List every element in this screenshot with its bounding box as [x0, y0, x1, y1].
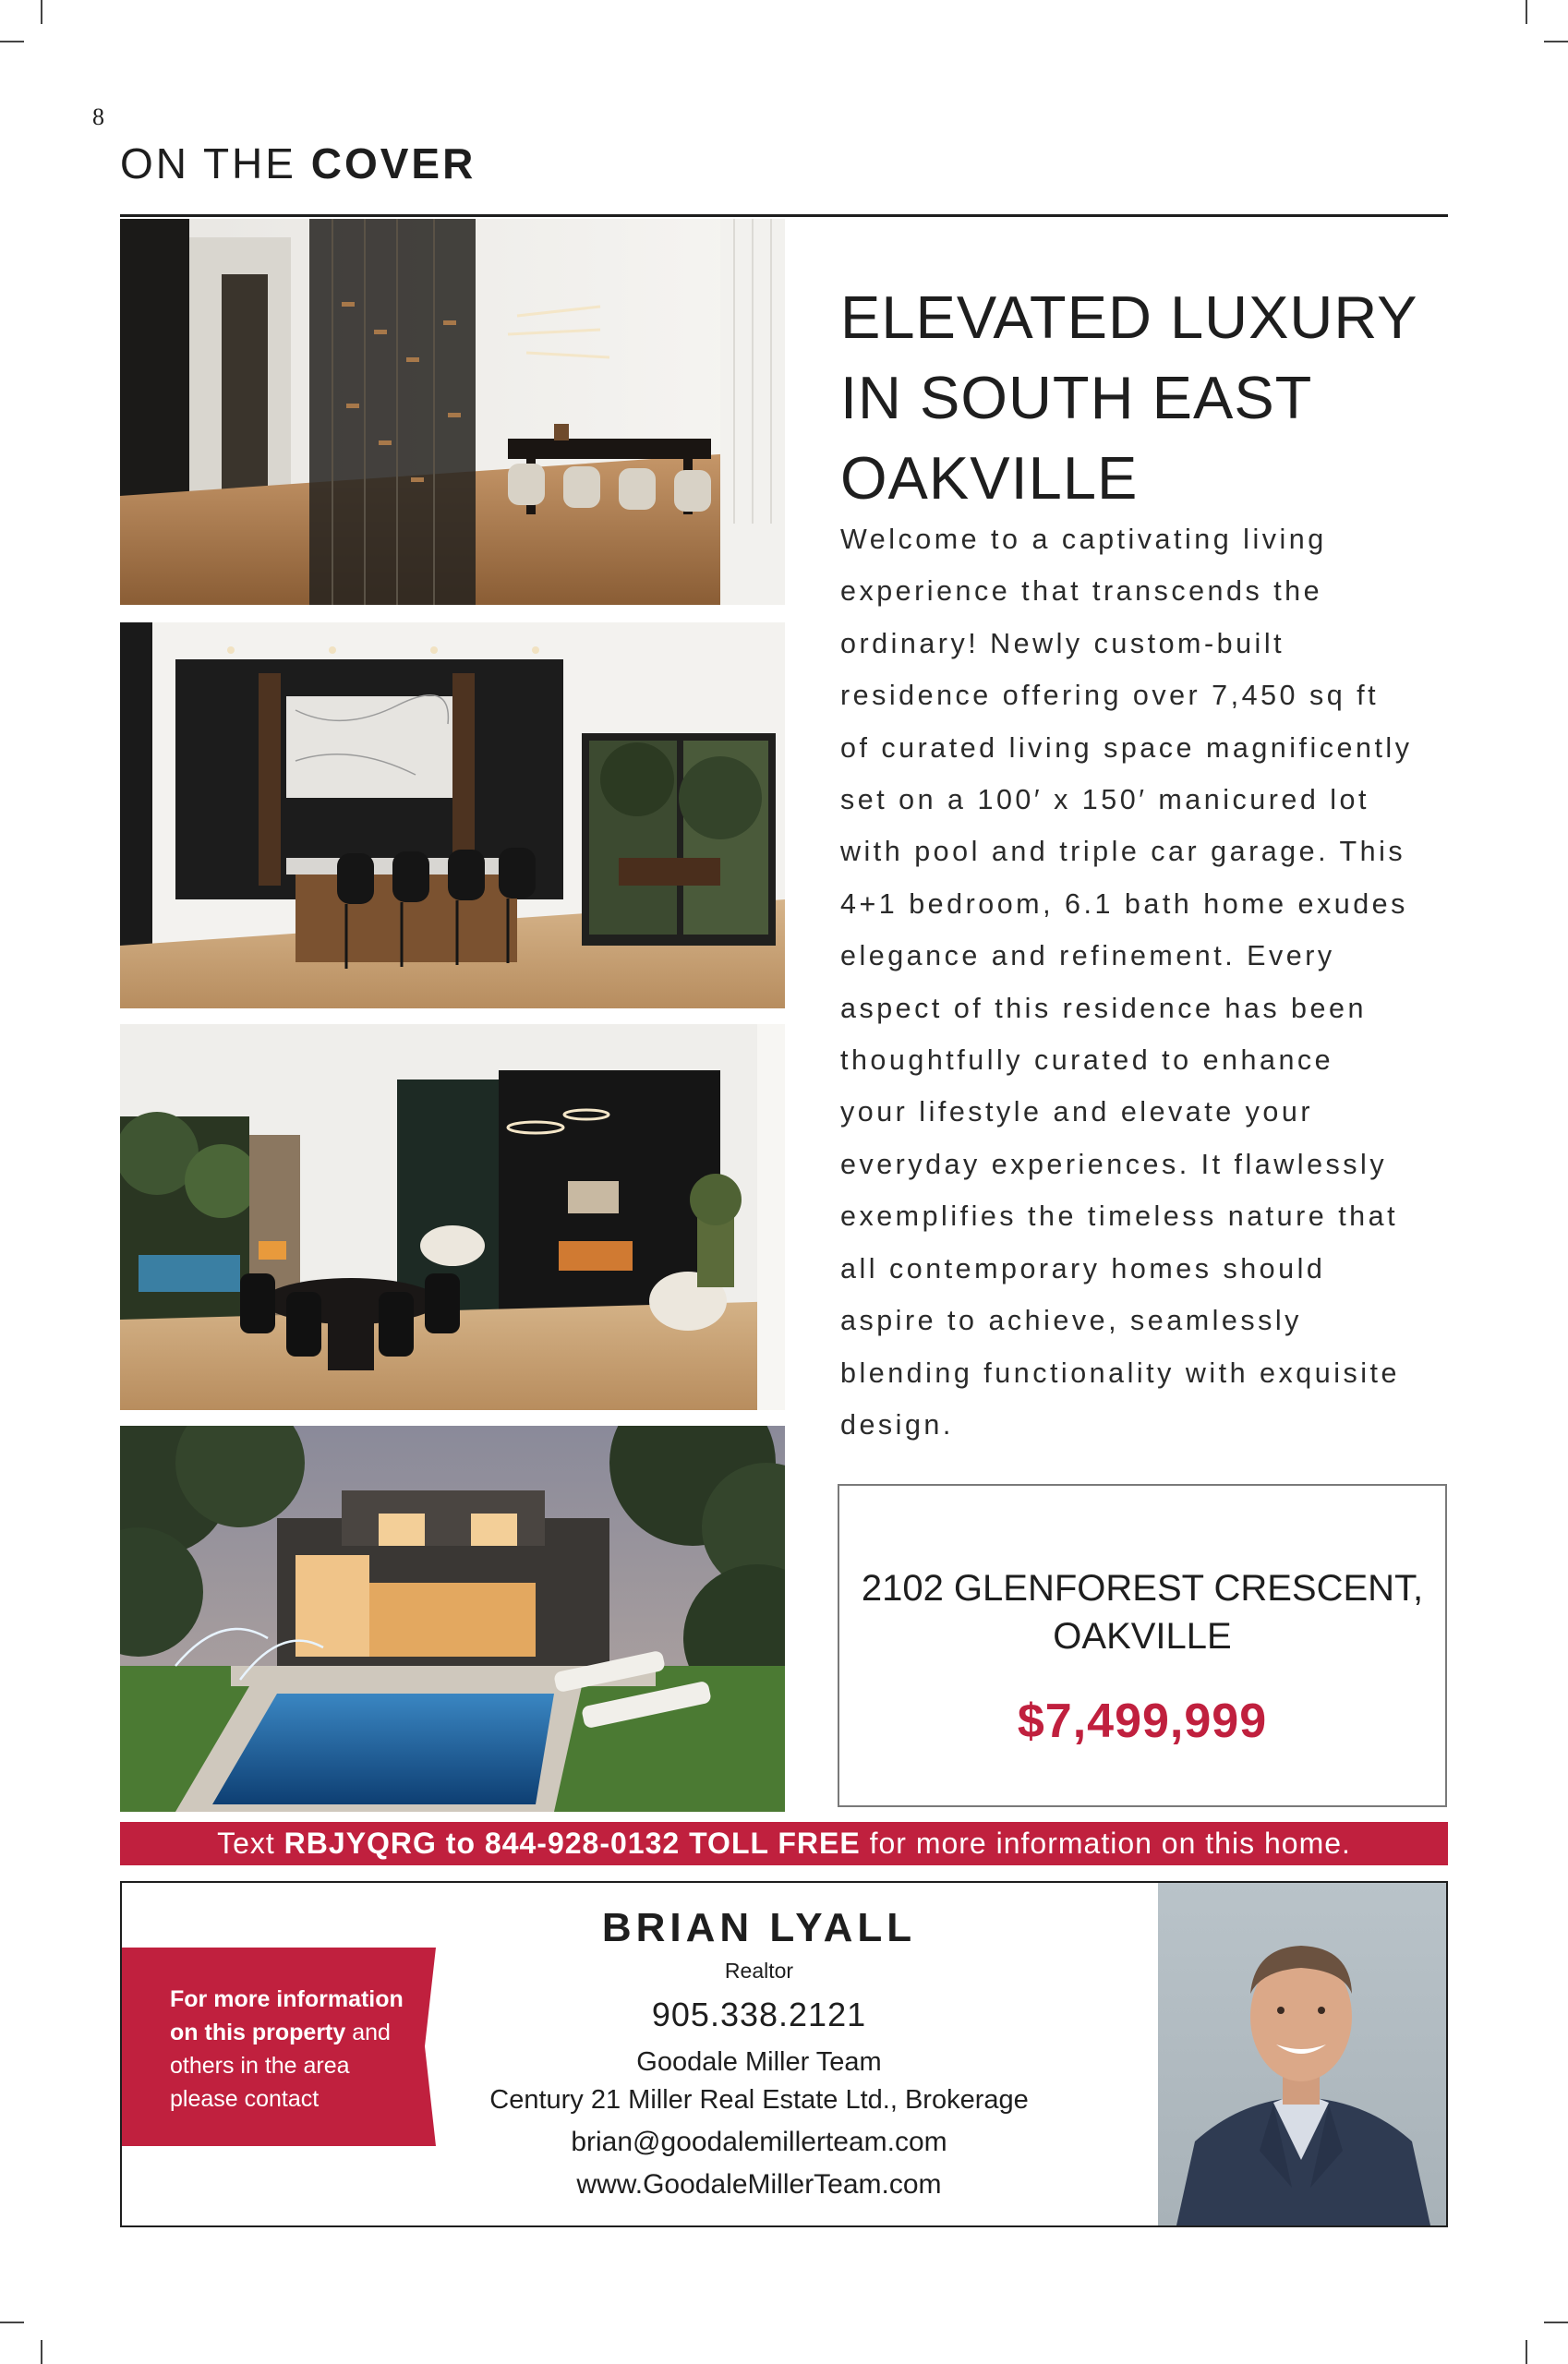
photo-dining-room — [120, 219, 785, 605]
article-body-line: elegance and refinement. Every — [840, 940, 1335, 972]
crop-mark — [1526, 0, 1527, 24]
article-body — [840, 513, 1450, 1451]
crop-mark — [41, 0, 42, 24]
banner-prefix: Text — [217, 1827, 284, 1860]
heading-rule — [120, 214, 1448, 217]
article-body-line: thoughtfully curated to enhance — [840, 1044, 1334, 1077]
article-body-line: 4+1 bedroom, 6.1 bath home exudes — [840, 887, 1408, 920]
contact-ribbon — [122, 1948, 436, 2146]
article-title — [840, 277, 1431, 518]
article-body-line: Welcome to a captivating living — [840, 524, 1327, 555]
agent-email-link[interactable]: brian@goodalemillerteam.com — [571, 2127, 947, 2157]
crop-mark — [0, 2322, 24, 2323]
article-body-line: set on a 100′ x 150′ manicured lot — [840, 784, 1369, 816]
agent-contact-card — [120, 1881, 1448, 2227]
page-number: 8 — [92, 103, 104, 130]
article-body-line: aspire to achieve, seamlessly — [840, 1305, 1302, 1337]
banner-suffix: for more information on this home. — [860, 1827, 1351, 1860]
crop-mark — [1544, 2322, 1568, 2323]
agent-role: Realtor — [724, 1959, 794, 1983]
crop-mark — [0, 41, 24, 42]
ribbon-text-rest: and others in the area please contact — [170, 2020, 391, 2112]
listing-price-box — [838, 1484, 1447, 1807]
article-body-line: blending functionality with exquisite — [840, 1357, 1400, 1389]
agent-team: Goodale Miller Team — [636, 2047, 882, 2077]
article-body-line: your lifestyle and elevate your — [840, 1096, 1313, 1128]
listing-price: $7,499,999 — [1017, 1695, 1268, 1748]
agent-phone[interactable]: 905.338.2121 — [651, 1996, 867, 2033]
article-body-line: experience that transcends the — [840, 575, 1323, 608]
article-body-line: of curated living space magnificently — [840, 731, 1413, 764]
banner-code-phone[interactable]: RBJYQRG to 844-928-0132 TOLL FREE — [283, 1827, 861, 1860]
text-info-banner — [120, 1822, 1448, 1865]
address-line: OAKVILLE — [1053, 1616, 1232, 1657]
agent-portrait — [1158, 1883, 1446, 2225]
agent-brokerage: Century 21 Miller Real Estate Ltd., Brokerage — [489, 2085, 1029, 2115]
section-heading — [120, 139, 476, 188]
agent-website-link[interactable]: www.GoodaleMillerTeam.com — [576, 2169, 942, 2200]
article-body-line: aspect of this residence has been — [840, 992, 1367, 1024]
listing-address — [839, 1564, 1445, 1660]
article-body-line: with pool and triple car garage. This — [840, 836, 1406, 868]
crop-mark — [1544, 41, 1568, 42]
article-body-line: ordinary! Newly custom-built — [840, 627, 1285, 659]
article-title-line: OAKVILLE — [840, 444, 1139, 512]
photo-exterior-pool — [120, 1426, 785, 1812]
article-title-line: IN SOUTH EAST — [840, 364, 1313, 431]
photo-great-room — [120, 1024, 785, 1410]
ribbon-text-bold: For more information on this property — [170, 1986, 404, 2045]
article-body-line: all contemporary homes should — [840, 1252, 1326, 1285]
address-line: 2102 GLENFOREST CRESCENT, — [861, 1568, 1424, 1609]
ribbon-text — [170, 1983, 410, 2116]
agent-name: BRIAN LYALL — [601, 1905, 917, 1950]
article-title-line: ELEVATED LUXURY — [840, 283, 1418, 351]
article-body-line: design. — [840, 1408, 954, 1441]
crop-mark — [41, 2340, 42, 2364]
article-body-line: residence offering over 7,450 sq ft — [840, 680, 1380, 712]
photo-kitchen — [120, 622, 785, 1008]
article-body-line: exemplifies the timeless nature that — [840, 1200, 1399, 1233]
article-body-line: everyday experiences. It flawlessly — [840, 1148, 1388, 1180]
crop-mark — [1526, 2340, 1527, 2364]
section-heading-bold: COVER — [310, 139, 476, 187]
section-heading-prefix: ON THE — [120, 139, 296, 187]
